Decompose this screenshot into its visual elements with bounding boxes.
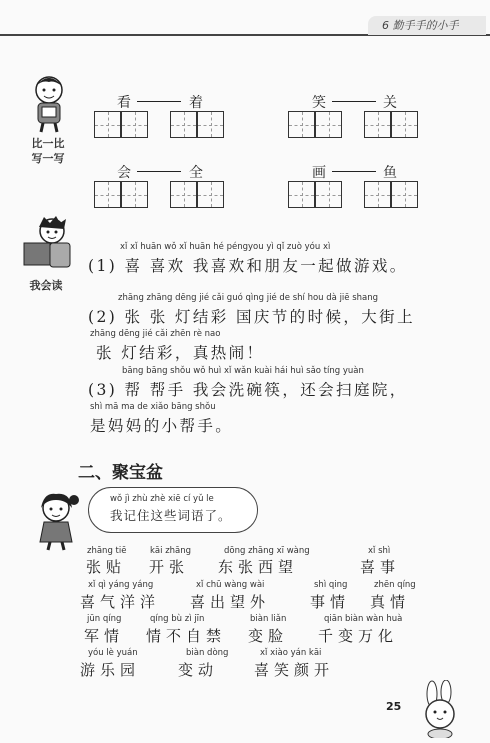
writing-grid[interactable]: [170, 181, 197, 208]
girl-illustration-icon: [30, 490, 84, 552]
connector-1: [137, 101, 181, 102]
writing-grid[interactable]: [197, 111, 224, 138]
word: 喜气洋洋: [80, 593, 161, 611]
word-pinyin: yóu lè yuán: [88, 648, 138, 658]
writing-grid[interactable]: [315, 181, 342, 208]
char-b-4: 鱼: [383, 165, 397, 181]
word: 情不自禁: [146, 627, 227, 645]
writing-grid[interactable]: [364, 181, 391, 208]
writing-grid[interactable]: [391, 111, 418, 138]
writing-grid[interactable]: [170, 111, 197, 138]
reading-line-3-pinyin: zhāng dēng jié cǎi zhēn rè nao: [90, 329, 221, 339]
connector-2: [332, 101, 376, 102]
i-can-read-label: 我会读: [29, 279, 63, 292]
char-b-3: 全: [189, 165, 203, 181]
writing-grid[interactable]: [288, 181, 315, 208]
word-pinyin: xǐ qì yáng yáng: [88, 580, 154, 590]
word: 喜笑颜开: [254, 661, 335, 679]
reading-line-3: 张 灯结彩，真热闹！: [96, 344, 265, 362]
word: 游乐园: [80, 661, 141, 679]
word-pinyin: xǐ chū wàng wài: [196, 580, 265, 590]
word: 真情: [370, 593, 411, 611]
word: 开张: [149, 558, 190, 576]
section-title: 二、聚宝盆: [78, 463, 163, 483]
word-pinyin: qíng bù zì jīn: [150, 614, 205, 624]
writing-grid[interactable]: [94, 181, 121, 208]
chapter-tab: 6 勤手手的小手: [368, 16, 486, 35]
compare-write-label: 比一比 写一写: [31, 137, 65, 165]
page-number: 25: [386, 700, 402, 713]
word-pinyin: biàn liǎn: [250, 614, 287, 624]
writing-grid[interactable]: [315, 111, 342, 138]
reading-line-4-pinyin: bāng bāng shǒu wǒ huì xǐ wǎn kuài hái huì sǎo tíng yuàn: [122, 366, 364, 376]
char-a-4: 画: [312, 165, 326, 181]
reading-line-1: (1) 喜 喜欢 我喜欢和朋友一起做游戏。: [88, 257, 408, 275]
char-a-1: 看: [117, 95, 131, 111]
writing-grid[interactable]: [288, 111, 315, 138]
word-pinyin: jūn qíng: [87, 614, 122, 624]
word-pinyin: kāi zhāng: [150, 546, 192, 556]
reading-line-2-pinyin: zhāng zhāng dēng jié cǎi guó qìng jié de shí hou dà jiē shang: [118, 293, 379, 303]
word-pinyin: dōng zhāng xī wàng: [224, 546, 310, 556]
bunny-icon: [410, 680, 470, 738]
connector-4: [332, 171, 376, 172]
reading-line-5: 是妈妈的小帮手。: [90, 417, 234, 435]
word: 东张西望: [218, 558, 299, 576]
char-b-1: 着: [189, 95, 203, 111]
word-pinyin: xǐ xiào yán kāi: [260, 648, 322, 658]
word-pinyin: qiān biàn wàn huà: [324, 614, 403, 624]
writing-grid[interactable]: [364, 111, 391, 138]
word: 喜出望外: [190, 593, 271, 611]
word-pinyin: xǐ shì: [368, 546, 391, 556]
reading-line-1-pinyin: xǐ xǐ huān wǒ xǐ huān hé péngyou yì qǐ zuò yóu xì: [120, 242, 331, 252]
word: 事情: [310, 593, 351, 611]
bubble-text: 我记住这些词语了。: [110, 508, 232, 523]
writing-grid[interactable]: [391, 181, 418, 208]
word-pinyin: zhāng tiē: [87, 546, 127, 556]
word: 变动: [178, 661, 219, 679]
word: 千变万化: [318, 627, 399, 645]
writing-grid[interactable]: [94, 111, 121, 138]
reading-kid-icon: [22, 215, 74, 273]
word: 张贴: [86, 558, 127, 576]
writing-grid[interactable]: [121, 181, 148, 208]
boy-illustration-icon: [24, 72, 74, 134]
word: 喜事: [360, 558, 401, 576]
reading-line-4: (3) 帮 帮手 我会洗碗筷，还会扫庭院，: [88, 381, 408, 399]
word-pinyin: shì qing: [314, 580, 348, 590]
word-pinyin: zhēn qíng: [374, 580, 416, 590]
char-b-2: 关: [383, 95, 397, 111]
connector-3: [137, 171, 181, 172]
char-a-3: 会: [117, 165, 131, 181]
bubble-pinyin: wǒ jì zhù zhè xiē cí yǔ le: [110, 494, 214, 504]
word: 军情: [84, 627, 125, 645]
char-a-2: 笑: [312, 95, 326, 111]
reading-line-5-pinyin: shì mā ma de xiǎo bāng shǒu: [90, 402, 216, 412]
writing-grid[interactable]: [121, 111, 148, 138]
reading-line-2: (2) 张 张 灯结彩 国庆节的时候，大街上: [88, 308, 415, 326]
word-pinyin: biàn dòng: [186, 648, 229, 658]
writing-grid[interactable]: [197, 181, 224, 208]
word: 变脸: [248, 627, 289, 645]
